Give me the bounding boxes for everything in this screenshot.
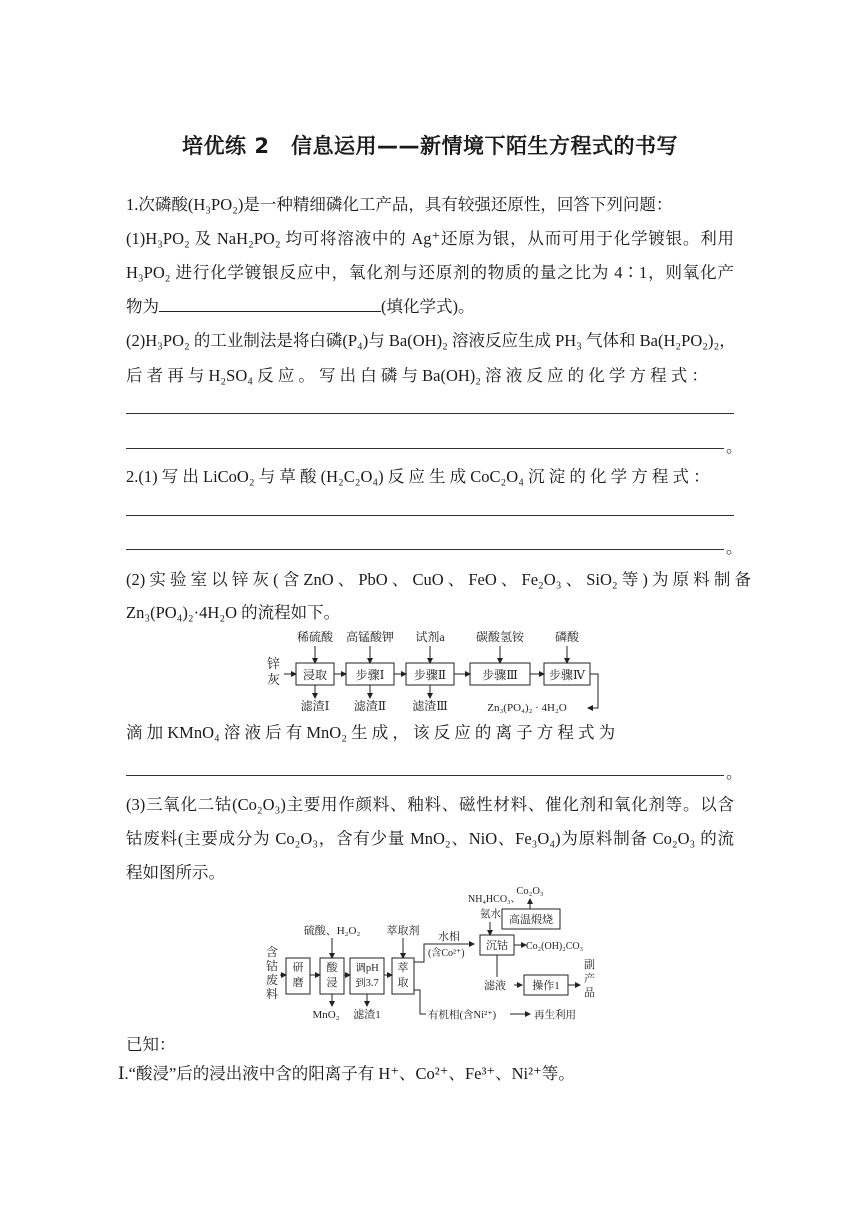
flow1-reagent-4: 碳酸氢铵 — [475, 630, 525, 644]
q2-part2-answer-line[interactable] — [126, 775, 724, 776]
flow2-step-2-a: 酸 — [326, 962, 338, 974]
flow2-start-4: 料 — [266, 987, 279, 1001]
flow2-organic: 有机相(含Ni²⁺) — [428, 1010, 497, 1021]
q1-part1-line3 — [126, 295, 734, 319]
flow1-reagent-3: 试剂a — [415, 630, 445, 644]
flow1-residue-2: 滤渣Ⅱ — [353, 699, 387, 713]
q2-part2-line1: (2) 实 验 室 以 锌 灰 ( 含 ZnO 、 PbO 、 CuO 、 FeO 、 Fe₂O₃ 、 SiO₂ 等 ) 为 原 料 制 备 — [126, 570, 752, 589]
flow1-step-3: 步骤Ⅱ — [413, 667, 447, 682]
q1-intro: 1.次磷酸(H₃PO₂)是一种精细磷化工产品，具有较强还原性，回答下列问题： — [126, 195, 673, 214]
flow1-residue-1: 滤渣Ⅰ — [300, 699, 330, 713]
q2-part3-line2: 钴废料(主要成分为 Co₂O₃，含有少量 MnO₂、NiO、Fe₃O₄)为原料制备 Co₂O₃ 的流 — [126, 829, 734, 848]
q2-part1-answer-line-2[interactable] — [126, 549, 724, 550]
flow2-recycle: 再生利用 — [534, 1010, 576, 1021]
q2-part3-line3: 程如图所示。 — [126, 863, 225, 882]
q1-part2-line1: (2)H₃PO₂ 的工业制法是将白磷(P₄)与 Ba(OH)₂ 溶液反应生成 PH₃ 气体和 Ba(H₂PO₂)₂， — [126, 331, 736, 350]
q1-part1-suffix: (填化学式)。 — [381, 297, 475, 316]
flow1-product: Zn₃(PO₄)₂ · 4H₂O — [487, 702, 567, 714]
q2-part2-after: 滴 加 KMnO₄ 溶 液 后 有 MnO₂ 生 成 ， 该 反 应 的 离 子 方 程 式 为 — [126, 723, 616, 742]
known-item-1: Ⅰ.“酸浸”后的浸出液中含的阳离子有 H⁺、Co²⁺、Fe³⁺、Ni²⁺等。 — [118, 1064, 575, 1083]
flow2-operation: 操作1 — [532, 980, 560, 992]
flow2-aqueous-1: 水相 — [438, 931, 460, 943]
q2-part2-end-mark: 。 — [726, 763, 743, 782]
q1-part1-answer-blank[interactable] — [159, 297, 381, 312]
flow2-reagent-extractant: 萃取剂 — [386, 925, 420, 937]
flow2-reagent-acid: 硫酸、H₂O₂ — [303, 925, 361, 937]
flow2-step-1-b: 磨 — [292, 977, 304, 989]
q1-part1-prefix: 物为 — [126, 297, 159, 316]
flow2-output-mno2: MnO₂ — [312, 1009, 340, 1021]
q2-part3-line1: (3)三氧化二钴(Co₂O₃)主要用作颜料、釉料、磁性材料、催化剂和氧化剂等。以含 — [126, 795, 734, 814]
q2-part1-answer-line-1[interactable] — [126, 515, 734, 516]
flow1-reagent-5: 磷酸 — [554, 630, 580, 644]
q1-part2-line2: 后 者 再 与 H₂SO₄ 反 应 。 写 出 白 磷 与 Ba(OH)₂ 溶 液 反 应 的 化 学 方 程 式 ： — [126, 366, 708, 385]
flow1-step-4: 步骤Ⅲ — [482, 667, 518, 682]
flow2-byproduct-2: 产 — [584, 973, 595, 985]
flow1-step-2: 步骤Ⅰ — [355, 667, 385, 682]
q2-part2-line2: Zn₃(PO₄)₂·4H₂O 的流程如下。 — [126, 603, 341, 622]
flow1-reagent-1: 稀硫酸 — [296, 630, 334, 644]
flow2-start-3: 废 — [266, 973, 279, 987]
flow1-residue-3: 滤渣Ⅲ — [412, 699, 448, 713]
q1-answer-line-1[interactable] — [126, 413, 734, 414]
flow2-precip-reagent-2: 氨水 — [480, 909, 501, 920]
flow2-byproduct-1: 副 — [584, 959, 595, 971]
flow2-precip-reagent-1: NH₄HCO₃、 — [468, 894, 521, 905]
flow2-aqueous-2: (含Co²⁺) — [428, 948, 465, 959]
flow2-filtrate: 滤液 — [484, 980, 506, 992]
flow2-precip-step: 沉钴 — [486, 940, 508, 952]
q1-end-mark: 。 — [726, 437, 743, 456]
flow1-start-2: 灰 — [267, 672, 281, 687]
flow2-step-3-b: 到3.7 — [355, 978, 379, 989]
flow2-start-1: 含 — [266, 945, 279, 959]
page-title: 培优练 2 信息运用——新情境下陌生方程式的书写 — [182, 134, 678, 158]
flow2-calcine-step: 高温煅烧 — [509, 914, 553, 926]
flow2-step-4-b: 取 — [397, 977, 409, 989]
flow2-calcine-product: Co₂O₃ — [516, 886, 544, 897]
flow1-start-1: 锌 — [267, 656, 281, 671]
flow2-output-residue: 滤渣1 — [353, 1009, 381, 1021]
flow2-intermediate: Co₂(OH)₂CO₃ — [526, 941, 584, 952]
flow2-step-4-a: 萃 — [397, 962, 409, 974]
q1-answer-line-2[interactable] — [126, 448, 724, 449]
zinc-flow-diagram — [262, 628, 602, 714]
cobalt-flow-diagram — [262, 882, 606, 1022]
q1-part1-line2: H₃PO₂ 进行化学镀银反应中，氧化剂与还原剂的物质的量之比为 4∶1，则氧化产 — [126, 263, 734, 282]
q1-part1-line1: (1)H₃PO₂ 及 NaH₂PO₂ 均可将溶液中的 Ag⁺还原为银，从而可用于化学镀银。利用 — [126, 229, 734, 248]
known-label: 已知： — [126, 1035, 176, 1054]
flow2-step-1-a: 研 — [292, 962, 304, 974]
flow1-step-1: 浸取 — [302, 667, 328, 682]
flow2-start-2: 钴 — [266, 959, 279, 973]
flow2-step-2-b: 浸 — [326, 977, 338, 989]
flow2-step-3-a: 调pH — [355, 963, 379, 974]
q2-part1: 2.(1) 写 出 LiCoO₂ 与 草 酸 (H₂C₂O₄) 反 应 生 成 CoC₂O₄ 沉 淀 的 化 学 方 程 式 ： — [126, 467, 710, 486]
q2-part1-end-mark: 。 — [726, 538, 743, 557]
flow1-step-5: 步骤Ⅳ — [549, 667, 585, 682]
flow2-byproduct-3: 品 — [584, 987, 595, 999]
flow1-reagent-2: 高锰酸钾 — [345, 630, 395, 644]
